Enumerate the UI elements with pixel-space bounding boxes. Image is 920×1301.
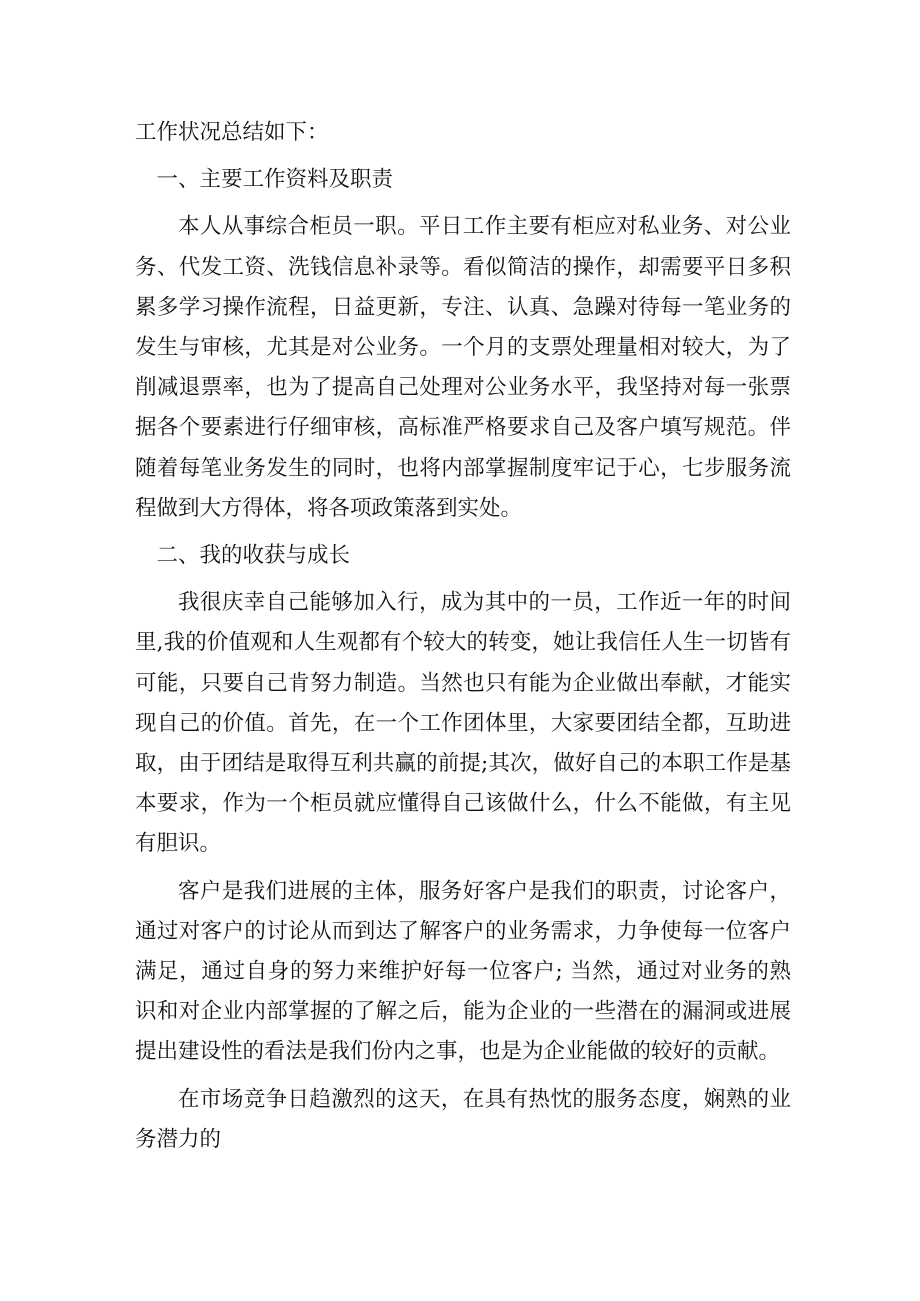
paragraph: 客户是我们进展的主体，服务好客户是我们的职责，讨论客户，通过对客户的讨论从而到达了解客户的业务需求，力争使每一位客户满足，通过自身的努力来维护好每一位客户; 当然，通过对业务的熟识和对企业内部掌握的了解之后，能为企业的一些潜在的漏洞或进展提出建设性的看法是我们份内之事，也是为企业能做的较好的贡献。 (135, 878, 791, 1065)
section-heading: 二、我的收获与成长 (156, 543, 351, 569)
intro-line: 工作状况总结如下： (135, 120, 329, 145)
paragraph: 在市场竞争日趋激烈的这天，在具有热忱的服务态度，娴熟的业务潜力的 (135, 1086, 791, 1152)
section-heading: 一、主要工作资料及职责 (156, 167, 394, 193)
paragraph: 我很庆幸自己能够加入行，成为其中的一员，工作近一年的时间里,我的价值观和人生观都有个较大的转变，她让我信任人生一切皆有可能，只要自己肯努力制造。当然也只有能为企业做出奉献，才能实现自己的价值。首先，在一个工作团体里，大家要团结全都，互助进取，由于团结是取得互利共赢的前提;其次，做好自己的本职工作是基本要求，作为一个柜员就应懂得自己该做什么，什么不能做，有主见有胆识。 (135, 590, 791, 857)
paragraph: 本人从事综合柜员一职。平日工作主要有柜应对私业务、对公业务、代发工资、洗钱信息补录等。看似简洁的操作，却需要平日多积累多学习操作流程，日益更新，专注、认真、急躁对待每一笔业务的发生与审核，尤其是对公业务。一个月的支票处理量相对较大，为了削减退票率，也为了提高自己处理对公业务水平，我坚持对每一张票据各个要素进行仔细审核，高标准严格要求自己及客户填写规范。伴随着每笔业务发生的同时，也将内部掌握制度牢记于心，七步服务流程做到大方得体，将各项政策落到实处。 (135, 214, 791, 521)
document-body (135, 113, 791, 1167)
